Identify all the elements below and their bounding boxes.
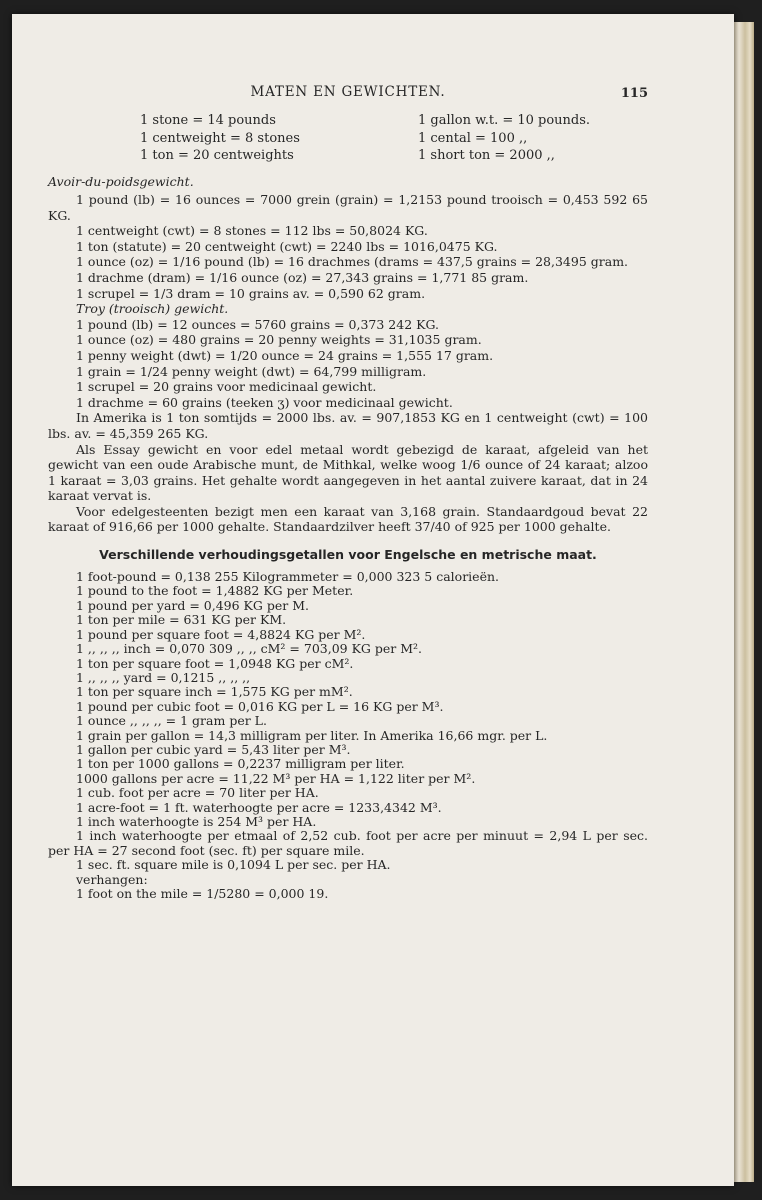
ratio-line: 1 cub. foot per acre = 70 liter per HA. bbox=[76, 785, 319, 801]
body-paragraph: Voor edelgesteenten bezigt men een karaat van 3,168 grain. Standaardgoud bevat 22 karaat of 916,66 per 1000 gehalte. Standaardzilver heeft 37/40 of 925 per 1000 gehalte. bbox=[48, 503, 648, 535]
troy-line: 1 grain = 1/24 penny weight (dwt) = 64,799 milligram. bbox=[76, 363, 427, 379]
ratio-line: 1 pound per cubic foot = 0,016 KG per L = 16 KG per M³. bbox=[76, 698, 444, 714]
ratio-line: 1 gallon per cubic yard = 5,43 liter per M³. bbox=[76, 741, 351, 757]
body-paragraph: In Amerika is 1 ton somtijds = 2000 lbs. av. = 907,1853 KG en 1 centweight (cwt) = 100 lbs. av. = 45,359 265 KG. bbox=[48, 410, 648, 441]
avoir-line: 1 drachme (dram) = 1/16 ounce (oz) = 27,343 grains = 1,771 85 gram. bbox=[76, 269, 529, 285]
avoir-line: 1 centweight (cwt) = 8 stones = 112 lbs = 50,8024 KG. bbox=[76, 223, 428, 239]
ratio-line: 1 foot-pound = 0,138 255 Kilogrammeter = 0,000 323 5 calorieën. bbox=[76, 569, 499, 585]
troy-line: 1 scrupel = 20 grains voor medicinaal gewicht. bbox=[76, 379, 377, 395]
avoir-line: 1 pound (lb) = 16 ounces = 7000 grein (grain) = 1,2153 pound trooisch = 0,453 592 65 KG. bbox=[48, 192, 648, 223]
avoir-heading: Avoir-du-poidsgewicht. bbox=[48, 174, 194, 189]
ratio-line: 1 pound to the foot = 1,4882 KG per Meter. bbox=[76, 583, 354, 599]
ratio-line: 1 acre-foot = 1 ft. waterhoogte per acre = 1233,4342 M³. bbox=[76, 799, 442, 815]
ratio-line: 1 foot on the mile = 1/5280 = 0,000 19. bbox=[76, 886, 329, 901]
troy-section bbox=[48, 317, 648, 411]
conversion-line: 1 short ton = 2000 ,, bbox=[418, 148, 555, 163]
ratio-line: 1 ton per 1000 gallons = 0,2237 milligram per liter. bbox=[76, 756, 405, 772]
body-paragraph: Als Essay gewicht en voor edel metaal wordt gebezigd de karaat, afgeleid van het gewicht van een oude Arabische munt, de Mithkal, welke woog 1/6 ounce of 24 karaat; alzoo 1 karaat = 3,03 grains. Het gehalte wordt aangegeven in het aantal zuivere karaat, dat in 24 karaat vervat is. bbox=[48, 441, 648, 504]
troy-heading: Troy (trooisch) gewicht. bbox=[76, 301, 229, 317]
page-number: 115 bbox=[620, 86, 648, 101]
avoir-line: 1 ton (statute) = 20 centweight (cwt) = 2240 lbs = 1016,0475 KG. bbox=[76, 238, 498, 254]
ratio-line: 1 sec. ft. square mile is 0,1094 L per sec. per HA. bbox=[76, 857, 391, 873]
section-heading: Verschillende verhoudingsgetallen voor Engelsche en metrische maat. bbox=[99, 547, 597, 563]
avoir-line: 1 ounce (oz) = 1/16 pound (lb) = 16 drachmes (drams = 437,5 grains = 28,3495 gram. bbox=[76, 254, 629, 270]
ratio-line: verhangen: bbox=[76, 871, 148, 887]
running-head bbox=[48, 84, 648, 106]
ratio-line: 1 inch waterhoogte is 254 M³ per HA. bbox=[76, 813, 317, 829]
ratio-line: 1 pound per square foot = 4,8824 KG per M². bbox=[76, 626, 366, 642]
ratio-line: 1 ,, ,, ,, yard = 0,1215 ,, ,, ,, bbox=[76, 669, 251, 685]
top-right-column bbox=[418, 112, 590, 165]
page-content bbox=[48, 84, 648, 901]
ratio-line: 1000 gallons per acre = 11,22 M³ per HA = 1,122 liter per M². bbox=[76, 770, 476, 786]
ratio-line: 1 pound per yard = 0,496 KG per M. bbox=[76, 597, 309, 613]
conversion-line: 1 ton = 20 centweights bbox=[140, 148, 294, 163]
top-conversion-block bbox=[48, 112, 648, 170]
troy-line: 1 penny weight (dwt) = 1/20 ounce = 24 grains = 1,555 17 gram. bbox=[76, 347, 494, 363]
conversion-line: 1 stone = 14 pounds bbox=[140, 113, 276, 128]
ratio-line: 1 ton per square inch = 1,575 KG per mM². bbox=[76, 684, 353, 700]
troy-line: 1 pound (lb) = 12 ounces = 5760 grains = 0,373 242 KG. bbox=[76, 316, 439, 332]
avoir-line: 1 scrupel = 1/3 dram = 10 grains av. = 0,590 62 gram. bbox=[76, 285, 426, 301]
troy-line: 1 drachme = 60 grains (teeken ʒ) voor medicinaal gewicht. bbox=[76, 394, 453, 410]
ratio-paragraph: 1 inch waterhoogte per etmaal of 2,52 cub. foot per acre per minuut = 2,94 L per sec. per HA = 27 second foot (sec. ft) per square mile. bbox=[48, 828, 648, 858]
ratio-list bbox=[48, 570, 648, 901]
ratio-line: 1 ton per square foot = 1,0948 KG per cM². bbox=[76, 655, 354, 671]
conversion-line: 1 cental = 100 ,, bbox=[418, 130, 528, 146]
ratio-line: 1 grain per gallon = 14,3 milligram per liter. In Amerika 16,66 mgr. per L. bbox=[76, 727, 548, 743]
troy-line: 1 ounce (oz) = 480 grains = 20 penny weights = 31,1035 gram. bbox=[76, 332, 482, 348]
ratio-line: 1 ,, ,, ,, inch = 0,070 309 ,, ,, cM² = 703,09 KG per M². bbox=[76, 641, 423, 657]
page-title: MATEN EN GEWICHTEN. bbox=[250, 84, 446, 100]
ratio-line: 1 ounce ,, ,, ,, = 1 gram per L. bbox=[76, 713, 267, 729]
top-left-column bbox=[140, 112, 300, 165]
avoir-section bbox=[48, 192, 648, 301]
ratio-line: 1 ton per mile = 631 KG per KM. bbox=[76, 612, 287, 628]
conversion-line: 1 gallon w.t. = 10 pounds. bbox=[418, 113, 591, 128]
book-page-edge bbox=[734, 22, 754, 1182]
karaat-paragraphs bbox=[48, 410, 648, 535]
conversion-line: 1 centweight = 8 stones bbox=[140, 130, 300, 146]
